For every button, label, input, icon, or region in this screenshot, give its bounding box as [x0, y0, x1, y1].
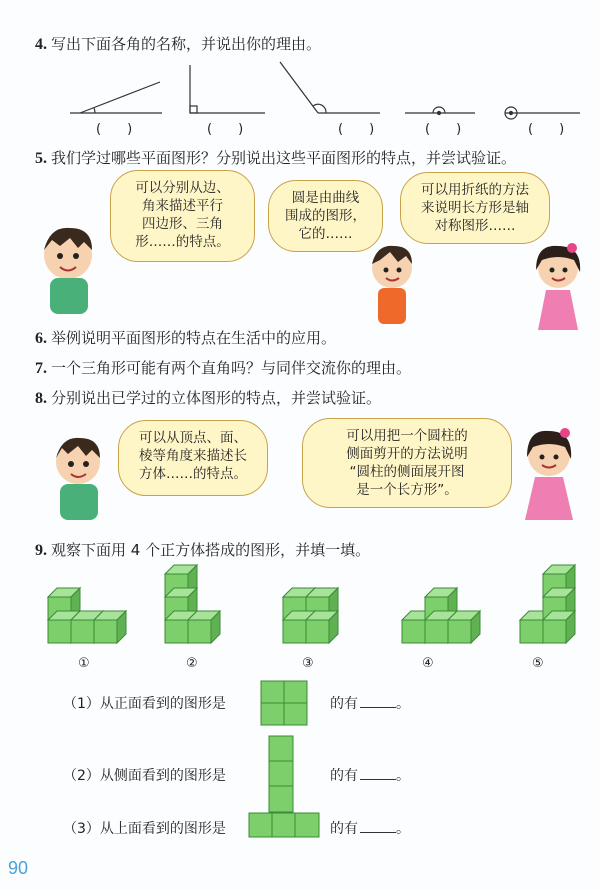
bubble-line: 它的……: [298, 226, 353, 242]
top-view-shape: [248, 812, 322, 840]
subquestion-label: （2）从侧面看到的图形是: [63, 768, 226, 784]
speech-bubble-girl2: [302, 418, 512, 508]
subquestion-2-answer: [330, 765, 410, 785]
girl-illustration: [528, 240, 588, 335]
answer-prefix: 的有: [330, 821, 358, 837]
bubble-line: 围成的图形，: [285, 208, 366, 224]
bubble-line: 可以用把一个圆柱的: [346, 428, 468, 444]
question-7: [35, 358, 411, 379]
subquestion-label: （1）从正面看到的图形是: [63, 696, 226, 712]
bubble-line: “圆柱的侧面展开图: [349, 464, 465, 480]
front-view-shape: [260, 680, 310, 728]
boy2-illustration: [362, 240, 422, 330]
answer-paren-1[interactable]: ( ): [96, 122, 133, 137]
figure-label-1: ①: [78, 656, 90, 671]
question-9: [35, 540, 370, 561]
boy-illustration: [30, 220, 110, 320]
bubble-line: 圆是由曲线: [291, 190, 360, 206]
cube: [94, 611, 126, 643]
question-text: 一个三角形可能有两个直角吗？与同伴交流你的理由。: [51, 359, 412, 377]
answer-blank[interactable]: [360, 707, 396, 708]
bubble-line: 角来描述平行: [142, 198, 223, 214]
bubble-line: 四边形、三角: [142, 216, 223, 232]
question-6: [35, 328, 336, 349]
bubble-line: 是一个长方形”。: [356, 482, 458, 498]
question-number: 4.: [35, 36, 47, 53]
bubble-line: 可以分别从边、: [135, 180, 230, 196]
question-text: 观察下面用 4 个正方体搭成的图形，并填一填。: [51, 541, 371, 559]
cube-figures: [0, 560, 600, 650]
speech-bubble-girl1: [400, 172, 550, 244]
answer-paren-3[interactable]: ( ): [338, 122, 375, 137]
side-view-shape: [268, 735, 296, 815]
question-number: 8.: [35, 390, 47, 407]
bubble-line: 对称图形……: [434, 218, 516, 234]
bubble-line: 来说明长方形是轴: [421, 200, 529, 216]
speech-bubble-boy3: [118, 420, 268, 496]
answer-prefix: 的有: [330, 768, 358, 784]
cube: [448, 611, 480, 643]
question-number: 9.: [35, 542, 47, 559]
speech-bubble-boy1: [110, 170, 255, 262]
question-text: 举例说明平面图形的特点在生活中的应用。: [51, 329, 337, 347]
boy3-illustration: [40, 430, 120, 525]
bubble-line: 棱等角度来描述长: [139, 448, 247, 464]
page-number: 90: [8, 858, 29, 878]
subquestion-2: [63, 765, 226, 785]
figure-label-2: ②: [186, 656, 198, 671]
question-text: 写出下面各角的名称，并说出你的理由。: [51, 35, 322, 53]
question-number: 6.: [35, 330, 47, 347]
answer-paren-2[interactable]: ( ): [207, 122, 244, 137]
bubble-line: 方体……的特点。: [139, 466, 247, 482]
question-number: 7.: [35, 360, 47, 377]
answer-blank[interactable]: [360, 779, 396, 780]
figure-label-5: ⑤: [532, 656, 544, 671]
question-5: [35, 148, 516, 169]
subquestion-3-answer: [330, 818, 410, 838]
subquestion-label: （3）从上面看到的图形是: [63, 821, 226, 837]
bubble-line: 可以用折纸的方法: [421, 182, 529, 198]
answer-end: 。: [396, 821, 410, 837]
cube: [306, 611, 338, 643]
question-number: 5.: [35, 150, 47, 167]
question-text: 分别说出已学过的立体图形的特点，并尝试验证。: [51, 389, 382, 407]
answer-blank[interactable]: [360, 832, 396, 833]
girl2-illustration: [515, 425, 585, 525]
answer-end: 。: [396, 696, 410, 712]
subquestion-1: [63, 693, 226, 713]
answer-paren-4[interactable]: ( ): [425, 122, 462, 137]
bubble-line: 侧面剪开的方法说明: [346, 446, 468, 462]
figure-label-4: ④: [422, 656, 434, 671]
bubble-line: 可以从顶点、面、: [139, 430, 247, 446]
subquestion-1-answer: [330, 693, 410, 713]
figure-label-3: ③: [302, 656, 314, 671]
question-text: 我们学过哪些平面图形？分别说出这些平面图形的特点，并尝试验证。: [51, 149, 517, 167]
bubble-line: 形……的特点。: [135, 234, 230, 250]
answer-paren-5[interactable]: ( ): [528, 122, 565, 137]
question-8: [35, 388, 381, 409]
cube: [543, 611, 575, 643]
answer-prefix: 的有: [330, 696, 358, 712]
angle-figures: [0, 0, 600, 140]
answer-end: 。: [396, 768, 410, 784]
cube: [188, 611, 220, 643]
subquestion-3: [63, 818, 226, 838]
